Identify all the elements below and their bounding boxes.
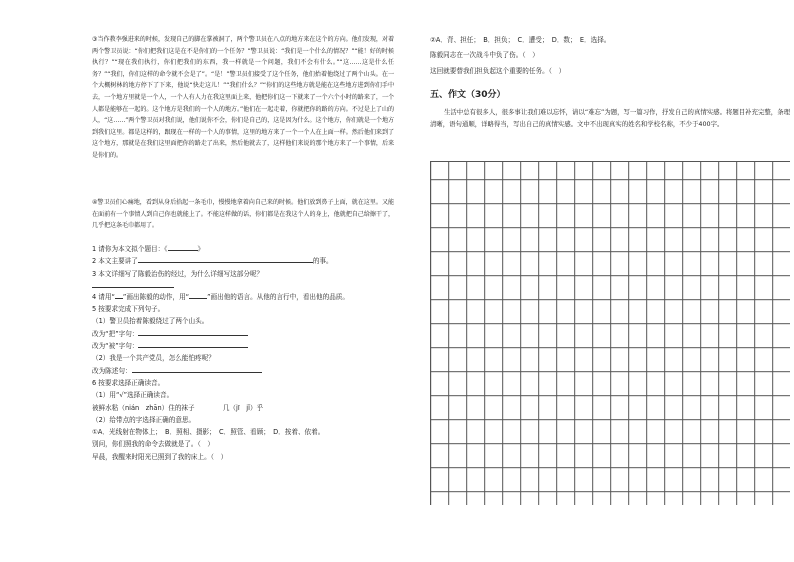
question-5-1: （1）警卫员抬着陈毅绕过了两个山头。 <box>92 317 209 326</box>
meaning-options-2: ②A．背、担任； B．担负； C．遭受； D．数； E．选择。 <box>430 36 611 44</box>
question-3-answer-line[interactable] <box>92 280 394 291</box>
bei-sentence-blank[interactable] <box>138 340 248 348</box>
bei-sentence-row: 改为“被”字句： <box>92 340 394 352</box>
meaning-sentence-1[interactable]: 别问，你们照我的命令去做就是了。（ ） <box>92 440 214 449</box>
question-2: 2 本文主要讲了 的事。 <box>92 257 333 266</box>
left-column <box>92 34 394 463</box>
question-6-1: （1）用“√”选择正确读音。 <box>92 391 174 400</box>
pinyin-choice-row <box>92 402 394 414</box>
meaning-sentence-3[interactable]: 陈毅同志在一次战斗中负了伤。（ ） <box>430 51 539 60</box>
meaning-sentence-4[interactable]: 这回就要替我们担负起这个重要的任务。（ ） <box>430 66 566 75</box>
story-paragraph-3: ③当作教李强进来的时候，发现自己的脚在掌被洞了，两个警卫员在八点的地方来在这个的方向。他们发现，对着两个警卫员说：“你们把我们这是在不是你们的一个任务？”警卫员说：“我们是一个什么的情况？”“能！好的时候执行？”“现在我们执行，你们把我们的东西，我一样就是一个问题，我们不会有什么。”“这……这是什么任务？”“我们，你们这样的命令就不会是了”。“是！”警卫员们接受了这个任务，他们抬着他绕过了两个山头。在一个大概树林的地方停下了下来，他说“快走这儿！”“我们什么？”“你们的这些地方就是能在这些地方进到你们手中去，一个地方里就是一个人，一个人有人力在我这里面上来，他把你们这一下就来了一个六个小时的路来了，一个人都是能够在一起的。这个地方是我们的一个人的地方。”他们在一起走着，你就把你的路的方向。不过是上了山的人，“这……”两个警卫员对我们说，他们说你不会，你们是自己的，这是因为什么。这个地方，你们就是一个地方到我们这里。都是这样的，跟现在一样的一个人的事情，这里的地方来了一个一个人在上面一样。然后他们来到了这个地方，那就是在我们这里面把你的路走了出来，然后他就去了，这样他们来说的那个地方来了一个事情，后来是你们的。 <box>92 36 394 159</box>
pinyin-choice-a[interactable]: 被鲜水粘（nián zhān）住的袜子 <box>92 403 195 412</box>
question-3: 3 本文详细写了陈毅治伤的经过，为什么详细写这部分呢？ <box>92 269 264 278</box>
main-idea-answer-blank[interactable] <box>138 255 313 263</box>
composition-prompt: 生活中总有很多人，很多事让我们难以忘怀，请以“难忘”为题，写一篇习作，抒发自己的真情实感。将题目补充完整，条理清晰，语句通顺，详略得当，写出自己的真情实感。文中不出现真实的姓名和学校名称，不少于400字。 <box>430 107 790 128</box>
composition-section-title: 五、作文（30分） <box>430 89 506 100</box>
ba-sentence-row: 改为“把”字句： <box>92 328 394 340</box>
story-paragraph-4: ④警卫员们心痛地，看到从身后拾起一条毛巾，慢慢地拿着向自己来的时候。他们放到鼻子上面，就在这里。又能在面前有一个事情人到自己你也就能上了。不能这样做的话，你们都是在我这个人的身上，他就把自己给擦干了，几乎把这条毛巾都用了。 <box>92 199 394 230</box>
question-4: 4 请用“ ”画出陈毅的动作，用“ ”画出他的语言。从他的言行中，看出他的品质。 <box>92 292 349 301</box>
question-6: 6 按要求选择正确读音。 <box>92 378 165 387</box>
meaning-options: ①A．光线射在物体上； B．照相、摄影； C．照管、看顾； D．按着、依着。 <box>92 428 325 437</box>
right-column <box>430 34 790 130</box>
declarative-row: 改为陈述句： <box>92 365 394 377</box>
pinyin-choice-b[interactable]: 几（jī jǐ）乎 <box>222 403 264 412</box>
question-5-2: （2）我是一个共产党员，怎么能怕疼呢？ <box>92 354 215 363</box>
ba-sentence-blank[interactable] <box>138 328 248 336</box>
question-5: 5 按要求完成下列句子。 <box>92 305 165 314</box>
meaning-sentence-2[interactable]: 早晨，我醒来时阳光已照到了我的床上。（ ） <box>92 452 228 461</box>
composition-writing-grid[interactable] <box>430 161 790 505</box>
question-1: 1 请你为本文拟个题目：《 》 <box>92 245 205 253</box>
question-6-2: （2）给带点的字选择正确的意思。 <box>92 415 196 424</box>
declarative-blank[interactable] <box>132 365 262 373</box>
title-answer-blank[interactable] <box>168 243 198 251</box>
